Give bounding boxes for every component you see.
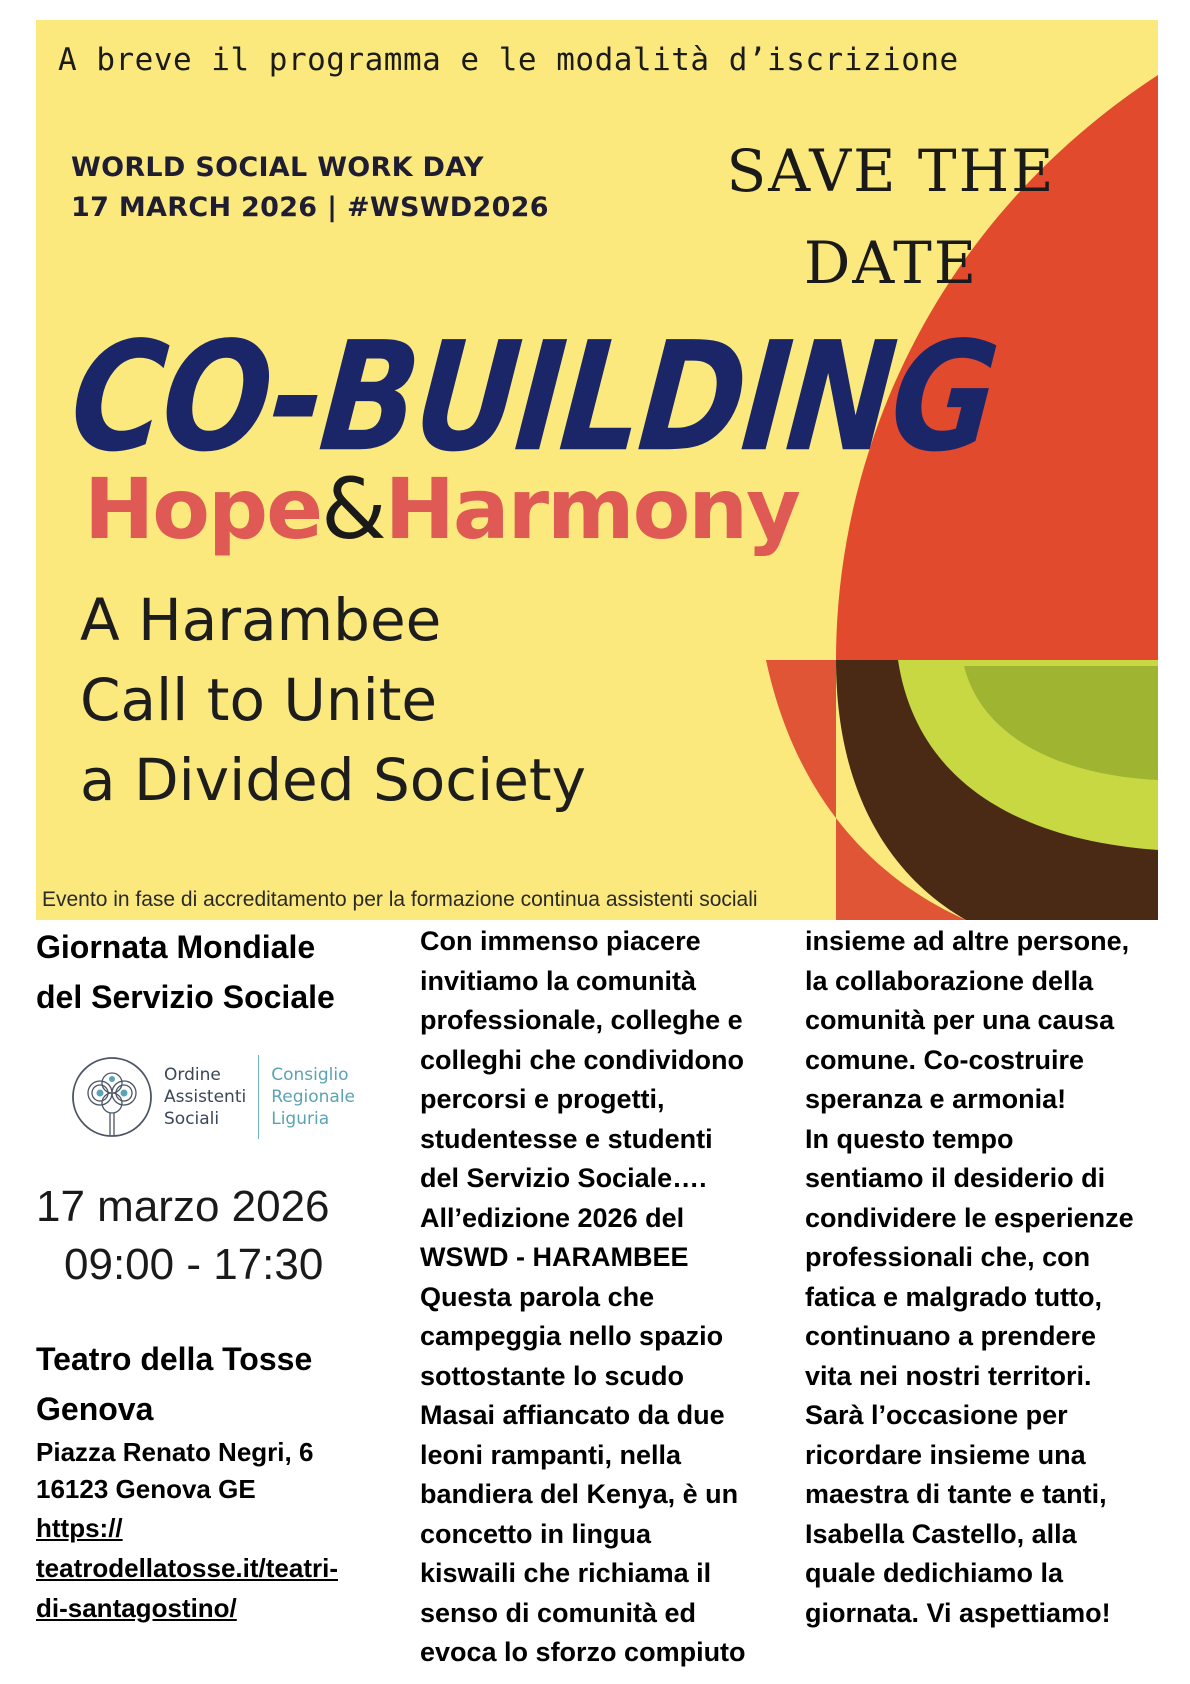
council-name-line: Regionale [271,1087,356,1107]
logo-divider [258,1055,259,1139]
event-title-line1: Giornata Mondiale [36,929,316,965]
tagline-line: A Harambee [80,586,442,654]
subheadline [84,460,799,558]
tagline-line: Call to Unite [80,666,438,734]
link-line: teatrodellatosse.it/teatri- [36,1553,338,1583]
council-name-line: Liguria [271,1109,330,1129]
headline: CO-BUILDING [64,310,1002,486]
event-title [36,922,381,1022]
council-name-line: Consiglio [271,1065,349,1085]
venue-name-line: Teatro della Tosse [36,1341,313,1377]
order-name-line: Ordine [164,1065,221,1085]
event-title-line2: del Servizio Sociale [36,979,335,1015]
order-name-line: Sociali [164,1109,220,1129]
invitation-text-column-1 [420,922,780,1673]
event-banner [36,20,1158,920]
accreditation-note: Evento in fase di accreditamento per la formazione continua assistenti sociali [42,888,758,911]
program-coming-soon-note: A breve il programma e le modalità d’iscrizione [58,42,959,78]
save-the-date-line1: SAVE THE [726,137,1056,205]
save-the-date-line2: DATE [803,229,979,297]
organization-logo [70,1054,381,1140]
event-date: 17 marzo 2026 [36,1182,330,1231]
subheadline-harmony: Harmony [384,460,799,558]
subheadline-ampersand: & [321,460,385,558]
link-line: di-santagostino/ [36,1593,237,1623]
address-street: Piazza Renato Negri, 6 [36,1437,314,1467]
link-line: https:// [36,1513,123,1543]
venue-address [36,1434,381,1508]
knot-emblem-icon [70,1055,154,1139]
subheadline-hope: Hope [84,460,322,558]
tagline [80,580,586,820]
tagline-line: a Divided Society [80,746,586,814]
event-info-column [36,922,381,1628]
venue-website-link[interactable] [36,1508,381,1628]
regional-council-name [271,1064,355,1130]
address-city: 16123 Genova GE [36,1474,256,1504]
save-the-date [636,125,1146,309]
invitation-text-column-2 [805,922,1190,1633]
event-time: 09:00 - 17:30 [64,1240,324,1289]
event-date-hashtag: 17 MARCH 2026 | #WSWD2026 [71,192,549,223]
order-name-line: Assistenti [164,1087,247,1107]
venue-name [36,1334,381,1434]
event-name: WORLD SOCIAL WORK DAY [71,152,484,183]
invitation-paragraph-continued: insieme ad altre persone, la collaborazione della comunità per una causa comune. Co-costruire speranza e armonia! In questo tempo sentiamo il desiderio di condividere le esperienze professionali che, con fatica e malgrado tutto, continuano a prendere vita nei nostri territori. Sarà l’occasione per ricordare insieme una maestra di tante e tanti, Isabella Castello, alla quale dedichiamo la giornata. Vi aspettiamo! [805,926,1134,1628]
venue-city: Genova [36,1391,154,1427]
order-name [164,1064,246,1130]
invitation-paragraph: Con immenso piacere invitiamo la comunità professionale, colleghe e colleghi che condividono percorsi e progetti, studentesse e studenti del Servizio Sociale…. All’edizione 2026 del WSWD - HARAMBEE Questa parola che campeggia nello spazio sottostante lo scudo Masai affiancato da due leoni rampanti, nella bandiera del Kenya, è un concetto in lingua kiswaili che richiama il senso di comunità ed evoca lo sforzo compiuto [420,926,746,1667]
